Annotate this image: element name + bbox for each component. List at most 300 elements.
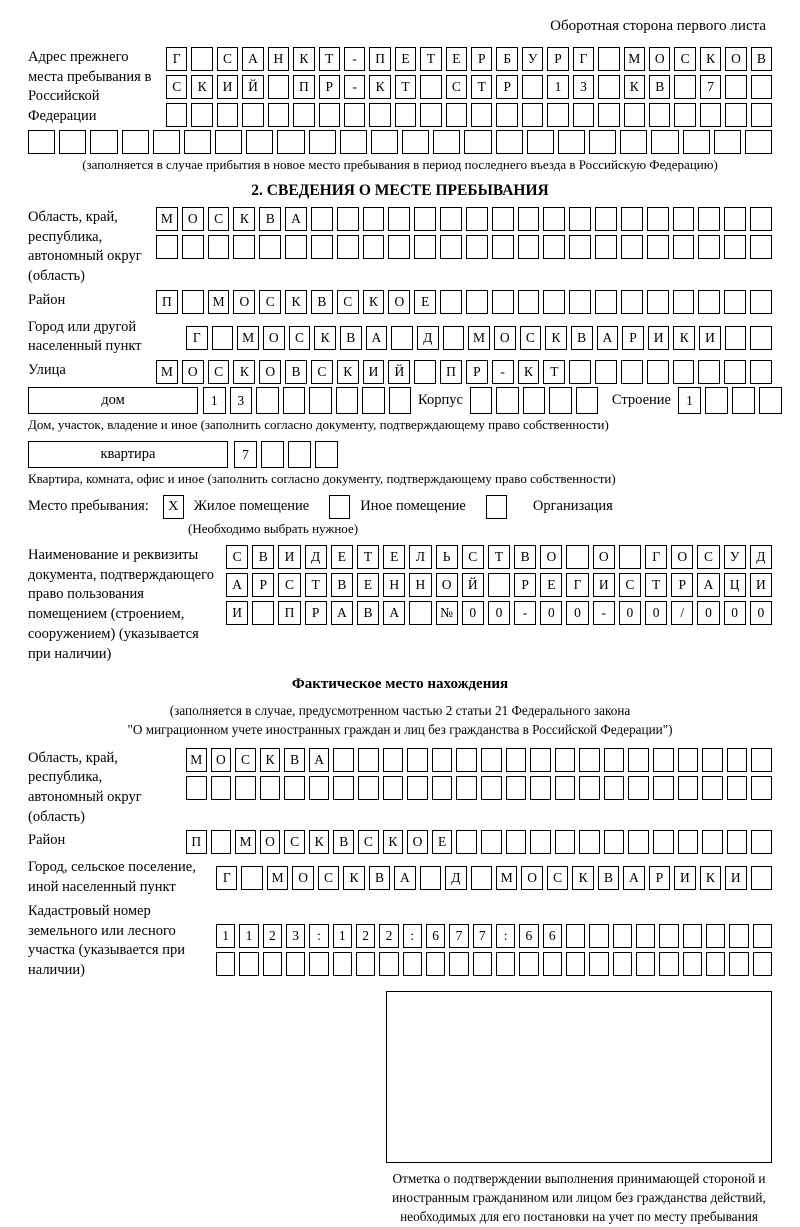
char-cell[interactable] (443, 326, 465, 350)
house-type-box[interactable]: дом (28, 387, 198, 414)
char-cell[interactable] (750, 290, 772, 314)
char-cell[interactable]: С (259, 290, 281, 314)
char-cell[interactable] (683, 130, 710, 154)
char-cell[interactable] (628, 776, 649, 800)
char-cell[interactable]: М (156, 360, 178, 384)
char-cell[interactable] (579, 830, 600, 854)
char-cell[interactable] (621, 235, 643, 259)
stay-type-checkbox-organization[interactable] (486, 495, 507, 519)
char-cell[interactable]: 3 (286, 924, 305, 948)
char-cell[interactable]: С (166, 75, 187, 99)
char-cell[interactable]: 7 (700, 75, 721, 99)
char-cell[interactable]: В (284, 748, 305, 772)
char-cell[interactable] (558, 130, 585, 154)
char-cell[interactable] (579, 748, 600, 772)
char-cell[interactable]: К (700, 866, 721, 890)
char-cell[interactable] (653, 830, 674, 854)
char-cell[interactable]: О (182, 207, 204, 231)
char-cell[interactable] (673, 290, 695, 314)
char-cell[interactable]: С (619, 573, 641, 597)
char-cell[interactable] (473, 952, 492, 976)
char-cell[interactable] (530, 748, 551, 772)
char-cell[interactable] (369, 103, 390, 127)
char-cell[interactable] (702, 748, 723, 772)
char-cell[interactable] (319, 103, 340, 127)
char-cell[interactable]: О (494, 326, 516, 350)
char-cell[interactable]: В (751, 47, 772, 71)
char-cell[interactable] (363, 235, 385, 259)
char-cell[interactable]: Р (547, 47, 568, 71)
char-cell[interactable] (649, 103, 670, 127)
char-cell[interactable] (595, 207, 617, 231)
char-cell[interactable]: 2 (263, 924, 282, 948)
char-cell[interactable]: Й (388, 360, 410, 384)
char-cell[interactable] (566, 924, 585, 948)
char-cell[interactable] (702, 830, 723, 854)
char-cell[interactable] (674, 75, 695, 99)
char-cell[interactable] (506, 830, 527, 854)
char-cell[interactable] (217, 103, 238, 127)
char-cell[interactable]: - (593, 601, 615, 625)
char-cell[interactable]: Т (488, 545, 510, 569)
char-cell[interactable] (470, 387, 492, 414)
char-cell[interactable] (363, 207, 385, 231)
char-cell[interactable] (492, 290, 514, 314)
char-cell[interactable]: Р (671, 573, 693, 597)
char-cell[interactable]: Р (305, 601, 327, 625)
char-cell[interactable] (420, 866, 441, 890)
char-cell[interactable] (527, 130, 554, 154)
char-cell[interactable] (333, 748, 354, 772)
char-cell[interactable]: 0 (697, 601, 719, 625)
char-cell[interactable]: С (318, 866, 339, 890)
char-cell[interactable]: : (496, 924, 515, 948)
char-cell[interactable]: С (547, 866, 568, 890)
char-cell[interactable]: И (217, 75, 238, 99)
char-cell[interactable] (395, 103, 416, 127)
char-cell[interactable]: Р (496, 75, 517, 99)
char-cell[interactable]: 7 (473, 924, 492, 948)
char-cell[interactable] (456, 830, 477, 854)
char-cell[interactable] (613, 924, 632, 948)
char-cell[interactable] (315, 441, 338, 468)
char-cell[interactable]: И (725, 866, 746, 890)
char-cell[interactable] (598, 47, 619, 71)
char-cell[interactable] (714, 130, 741, 154)
char-cell[interactable]: У (522, 47, 543, 71)
char-cell[interactable] (420, 103, 441, 127)
char-cell[interactable]: П (440, 360, 462, 384)
char-cell[interactable] (518, 290, 540, 314)
char-cell[interactable]: Е (383, 545, 405, 569)
char-cell[interactable] (216, 952, 235, 976)
char-cell[interactable]: О (292, 866, 313, 890)
char-cell[interactable] (555, 830, 576, 854)
char-cell[interactable]: И (278, 545, 300, 569)
char-cell[interactable]: В (649, 75, 670, 99)
char-cell[interactable]: 0 (750, 601, 772, 625)
char-cell[interactable]: А (226, 573, 248, 597)
char-cell[interactable] (653, 748, 674, 772)
char-cell[interactable] (432, 776, 453, 800)
char-cell[interactable] (647, 235, 669, 259)
char-cell[interactable] (698, 290, 720, 314)
char-cell[interactable] (750, 326, 772, 350)
char-cell[interactable]: А (309, 748, 330, 772)
char-cell[interactable] (496, 387, 518, 414)
char-cell[interactable] (651, 130, 678, 154)
char-cell[interactable] (235, 776, 256, 800)
char-cell[interactable] (698, 360, 720, 384)
char-cell[interactable]: Ь (436, 545, 458, 569)
char-cell[interactable]: 1 (216, 924, 235, 948)
char-cell[interactable]: К (285, 290, 307, 314)
char-cell[interactable] (403, 952, 422, 976)
char-cell[interactable] (543, 235, 565, 259)
char-cell[interactable] (242, 103, 263, 127)
char-cell[interactable]: 7 (449, 924, 468, 948)
char-cell[interactable] (358, 776, 379, 800)
char-cell[interactable]: И (648, 326, 670, 350)
char-cell[interactable] (759, 387, 782, 414)
char-cell[interactable] (344, 103, 365, 127)
char-cell[interactable]: Д (750, 545, 772, 569)
char-cell[interactable] (555, 776, 576, 800)
char-cell[interactable] (673, 235, 695, 259)
char-cell[interactable]: В (598, 866, 619, 890)
char-cell[interactable] (613, 952, 632, 976)
char-cell[interactable] (286, 952, 305, 976)
char-cell[interactable]: Н (268, 47, 289, 71)
char-cell[interactable] (166, 103, 187, 127)
char-cell[interactable]: - (492, 360, 514, 384)
char-cell[interactable]: Й (242, 75, 263, 99)
char-cell[interactable] (466, 235, 488, 259)
char-cell[interactable] (409, 601, 431, 625)
char-cell[interactable] (595, 290, 617, 314)
char-cell[interactable] (263, 952, 282, 976)
char-cell[interactable]: М (208, 290, 230, 314)
char-cell[interactable]: Г (566, 573, 588, 597)
char-cell[interactable]: А (366, 326, 388, 350)
char-cell[interactable]: Е (395, 47, 416, 71)
char-cell[interactable] (309, 776, 330, 800)
char-cell[interactable] (496, 103, 517, 127)
char-cell[interactable] (311, 235, 333, 259)
char-cell[interactable]: В (340, 326, 362, 350)
char-cell[interactable]: М (235, 830, 256, 854)
char-cell[interactable]: Т (471, 75, 492, 99)
char-cell[interactable]: № (436, 601, 458, 625)
char-cell[interactable] (745, 130, 772, 154)
char-cell[interactable]: М (624, 47, 645, 71)
char-cell[interactable]: К (572, 866, 593, 890)
char-cell[interactable]: 1 (678, 387, 701, 414)
char-cell[interactable] (589, 924, 608, 948)
char-cell[interactable]: 0 (724, 601, 746, 625)
char-cell[interactable]: 1 (333, 924, 352, 948)
char-cell[interactable]: : (309, 924, 328, 948)
char-cell[interactable] (414, 360, 436, 384)
char-cell[interactable] (750, 207, 772, 231)
char-cell[interactable] (579, 776, 600, 800)
char-cell[interactable]: В (285, 360, 307, 384)
char-cell[interactable]: Т (319, 47, 340, 71)
char-cell[interactable] (751, 830, 772, 854)
char-cell[interactable] (432, 748, 453, 772)
char-cell[interactable] (182, 235, 204, 259)
char-cell[interactable]: 6 (426, 924, 445, 948)
char-cell[interactable] (518, 207, 540, 231)
char-cell[interactable] (523, 387, 545, 414)
char-cell[interactable]: Р (514, 573, 536, 597)
char-cell[interactable] (358, 748, 379, 772)
char-cell[interactable] (371, 130, 398, 154)
char-cell[interactable] (211, 830, 232, 854)
char-cell[interactable]: К (314, 326, 336, 350)
char-cell[interactable] (260, 776, 281, 800)
char-cell[interactable]: Г (166, 47, 187, 71)
char-cell[interactable]: К (545, 326, 567, 350)
char-cell[interactable] (293, 103, 314, 127)
char-cell[interactable]: О (260, 830, 281, 854)
char-cell[interactable]: - (344, 47, 365, 71)
char-cell[interactable]: 3 (230, 387, 253, 414)
char-cell[interactable]: К (363, 290, 385, 314)
char-cell[interactable]: К (673, 326, 695, 350)
char-cell[interactable]: О (649, 47, 670, 71)
char-cell[interactable] (732, 387, 755, 414)
char-cell[interactable]: А (394, 866, 415, 890)
char-cell[interactable] (288, 441, 311, 468)
char-cell[interactable]: В (333, 830, 354, 854)
char-cell[interactable] (256, 387, 279, 414)
char-cell[interactable] (543, 207, 565, 231)
char-cell[interactable] (333, 952, 352, 976)
char-cell[interactable]: 1 (203, 387, 226, 414)
char-cell[interactable] (698, 207, 720, 231)
char-cell[interactable] (724, 207, 746, 231)
char-cell[interactable]: М (237, 326, 259, 350)
char-cell[interactable]: И (750, 573, 772, 597)
char-cell[interactable] (233, 235, 255, 259)
char-cell[interactable]: Р (252, 573, 274, 597)
char-cell[interactable] (725, 326, 747, 350)
char-cell[interactable] (519, 952, 538, 976)
char-cell[interactable] (589, 130, 616, 154)
char-cell[interactable] (433, 130, 460, 154)
char-cell[interactable]: Н (409, 573, 431, 597)
char-cell[interactable]: 2 (356, 924, 375, 948)
char-cell[interactable] (449, 952, 468, 976)
char-cell[interactable] (624, 103, 645, 127)
char-cell[interactable] (389, 387, 412, 414)
char-cell[interactable] (59, 130, 86, 154)
char-cell[interactable]: О (593, 545, 615, 569)
char-cell[interactable] (621, 290, 643, 314)
char-cell[interactable] (492, 207, 514, 231)
char-cell[interactable] (456, 776, 477, 800)
char-cell[interactable] (751, 776, 772, 800)
char-cell[interactable] (700, 103, 721, 127)
char-cell[interactable] (678, 748, 699, 772)
char-cell[interactable]: В (369, 866, 390, 890)
char-cell[interactable] (211, 776, 232, 800)
char-cell[interactable]: 7 (234, 441, 257, 468)
char-cell[interactable]: Р (319, 75, 340, 99)
char-cell[interactable]: И (699, 326, 721, 350)
char-cell[interactable]: Г (216, 866, 237, 890)
char-cell[interactable] (727, 830, 748, 854)
char-cell[interactable]: Т (357, 545, 379, 569)
char-cell[interactable]: С (289, 326, 311, 350)
char-cell[interactable]: Н (383, 573, 405, 597)
char-cell[interactable]: 6 (543, 924, 562, 948)
char-cell[interactable]: С (217, 47, 238, 71)
char-cell[interactable] (724, 235, 746, 259)
char-cell[interactable]: Б (496, 47, 517, 71)
char-cell[interactable] (215, 130, 242, 154)
char-cell[interactable]: И (363, 360, 385, 384)
char-cell[interactable] (706, 924, 725, 948)
char-cell[interactable]: 6 (519, 924, 538, 948)
char-cell[interactable]: С (697, 545, 719, 569)
char-cell[interactable] (440, 290, 462, 314)
char-cell[interactable]: Д (417, 326, 439, 350)
char-cell[interactable]: П (369, 47, 390, 71)
char-cell[interactable] (647, 207, 669, 231)
char-cell[interactable] (659, 952, 678, 976)
char-cell[interactable] (543, 290, 565, 314)
char-cell[interactable]: И (226, 601, 248, 625)
char-cell[interactable]: 3 (573, 75, 594, 99)
char-cell[interactable] (751, 103, 772, 127)
char-cell[interactable] (268, 103, 289, 127)
char-cell[interactable]: В (311, 290, 333, 314)
char-cell[interactable]: С (520, 326, 542, 350)
char-cell[interactable] (751, 748, 772, 772)
char-cell[interactable]: Р (466, 360, 488, 384)
char-cell[interactable]: С (358, 830, 379, 854)
char-cell[interactable] (628, 748, 649, 772)
char-cell[interactable]: О (263, 326, 285, 350)
char-cell[interactable]: Т (395, 75, 416, 99)
char-cell[interactable]: - (514, 601, 536, 625)
char-cell[interactable] (471, 866, 492, 890)
char-cell[interactable] (481, 830, 502, 854)
char-cell[interactable]: К (309, 830, 330, 854)
char-cell[interactable]: 1 (239, 924, 258, 948)
char-cell[interactable] (706, 952, 725, 976)
char-cell[interactable] (518, 235, 540, 259)
char-cell[interactable]: - (344, 75, 365, 99)
char-cell[interactable] (683, 924, 702, 948)
char-cell[interactable] (284, 776, 305, 800)
char-cell[interactable] (340, 130, 367, 154)
char-cell[interactable]: Ц (724, 573, 746, 597)
char-cell[interactable] (576, 387, 598, 414)
stay-type-checkbox-residential[interactable]: X (163, 495, 184, 519)
char-cell[interactable] (725, 103, 746, 127)
char-cell[interactable] (753, 952, 772, 976)
char-cell[interactable]: К (369, 75, 390, 99)
char-cell[interactable] (440, 235, 462, 259)
char-cell[interactable] (285, 235, 307, 259)
char-cell[interactable] (569, 290, 591, 314)
char-cell[interactable]: Р (622, 326, 644, 350)
char-cell[interactable] (492, 235, 514, 259)
char-cell[interactable] (309, 952, 328, 976)
char-cell[interactable] (595, 360, 617, 384)
char-cell[interactable] (751, 75, 772, 99)
char-cell[interactable] (191, 103, 212, 127)
char-cell[interactable]: Т (543, 360, 565, 384)
char-cell[interactable] (549, 387, 571, 414)
char-cell[interactable] (683, 952, 702, 976)
char-cell[interactable] (595, 235, 617, 259)
char-cell[interactable] (466, 207, 488, 231)
char-cell[interactable] (388, 235, 410, 259)
char-cell[interactable] (420, 75, 441, 99)
char-cell[interactable]: 0 (488, 601, 510, 625)
char-cell[interactable]: О (407, 830, 428, 854)
char-cell[interactable] (186, 776, 207, 800)
char-cell[interactable] (283, 387, 306, 414)
char-cell[interactable]: Е (446, 47, 467, 71)
char-cell[interactable] (212, 326, 234, 350)
char-cell[interactable]: Р (649, 866, 670, 890)
char-cell[interactable] (488, 573, 510, 597)
char-cell[interactable]: Е (432, 830, 453, 854)
char-cell[interactable] (311, 207, 333, 231)
char-cell[interactable] (481, 748, 502, 772)
char-cell[interactable] (184, 130, 211, 154)
char-cell[interactable]: С (462, 545, 484, 569)
char-cell[interactable]: А (597, 326, 619, 350)
char-cell[interactable]: О (671, 545, 693, 569)
char-cell[interactable] (674, 103, 695, 127)
char-cell[interactable] (407, 748, 428, 772)
char-cell[interactable] (153, 130, 180, 154)
char-cell[interactable] (414, 207, 436, 231)
char-cell[interactable] (555, 748, 576, 772)
char-cell[interactable] (636, 952, 655, 976)
char-cell[interactable] (309, 387, 332, 414)
char-cell[interactable] (383, 748, 404, 772)
char-cell[interactable] (246, 130, 273, 154)
char-cell[interactable]: К (518, 360, 540, 384)
char-cell[interactable]: К (233, 207, 255, 231)
char-cell[interactable]: А (331, 601, 353, 625)
char-cell[interactable] (598, 103, 619, 127)
char-cell[interactable]: Д (445, 866, 466, 890)
char-cell[interactable] (239, 952, 258, 976)
char-cell[interactable]: Т (420, 47, 441, 71)
char-cell[interactable]: С (446, 75, 467, 99)
char-cell[interactable]: П (156, 290, 178, 314)
char-cell[interactable]: О (259, 360, 281, 384)
char-cell[interactable] (407, 776, 428, 800)
confirmation-mark-box[interactable] (386, 991, 772, 1163)
char-cell[interactable]: А (623, 866, 644, 890)
char-cell[interactable] (28, 130, 55, 154)
char-cell[interactable] (446, 103, 467, 127)
char-cell[interactable] (182, 290, 204, 314)
char-cell[interactable]: О (521, 866, 542, 890)
char-cell[interactable]: П (278, 601, 300, 625)
char-cell[interactable]: Р (471, 47, 492, 71)
char-cell[interactable] (379, 952, 398, 976)
